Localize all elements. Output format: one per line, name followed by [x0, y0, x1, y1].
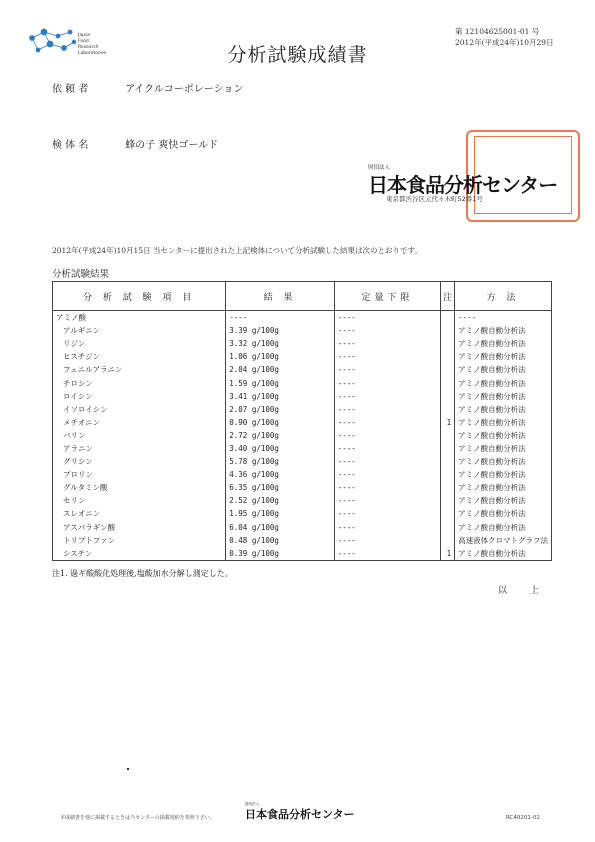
cell-note: [441, 390, 455, 403]
table-row: [53, 442, 552, 455]
sample-label: 検 体 名: [52, 140, 89, 151]
cell-method: アミノ酸自動分析法: [455, 494, 552, 507]
cell-item: フェニルアラニン: [53, 363, 226, 376]
cell-item: イソロイシン: [53, 403, 226, 416]
results-table: [52, 281, 552, 561]
statement-text: 2012年(平成24年)10月15日 当センターに提出された上記検体について分析試験した結果は次のとおりです。: [52, 246, 422, 255]
cell-limit: ----: [334, 311, 440, 325]
document-date: 2012年(平成24年)10月29日: [455, 38, 554, 47]
cell-limit: ----: [334, 350, 440, 363]
cell-limit: ----: [334, 547, 440, 561]
cell-result: 1.59 g/100g: [226, 376, 334, 389]
table-row: [53, 350, 552, 363]
cell-item: セリン: [53, 494, 226, 507]
cell-limit: ----: [334, 521, 440, 534]
table-row: [53, 363, 552, 376]
results-heading: 分析試験結果: [52, 269, 110, 280]
cell-result: 2.72 g/100g: [226, 429, 334, 442]
table-row: [53, 429, 552, 442]
cell-item: ヒスチジン: [53, 350, 226, 363]
cell-note: [441, 455, 455, 468]
header-method: 方 法: [455, 282, 552, 311]
cell-method: アミノ酸自動分析法: [455, 337, 552, 350]
table-row: [53, 468, 552, 481]
cell-item: プロリン: [53, 468, 226, 481]
cell-item: シスチン: [53, 547, 226, 561]
client-label: 依 頼 者: [52, 84, 89, 95]
cell-item: メチオニン: [53, 416, 226, 429]
cell-method: アミノ酸自動分析法: [455, 429, 552, 442]
org-prefix: 財団法人: [368, 165, 391, 171]
table-row: [53, 534, 552, 547]
cell-item: グルタミン酸: [53, 481, 226, 494]
header-note: 注: [441, 282, 455, 311]
cell-limit: ----: [334, 442, 440, 455]
cell-item: バリン: [53, 429, 226, 442]
cell-limit: ----: [334, 429, 440, 442]
cell-note: [441, 350, 455, 363]
cell-note: [441, 324, 455, 337]
cell-result: 1.06 g/100g: [226, 350, 334, 363]
cell-item: スレオニン: [53, 507, 226, 520]
table-row: [53, 507, 552, 520]
cell-method: アミノ酸自動分析法: [455, 455, 552, 468]
cell-item: アルギニン: [53, 324, 226, 337]
cell-note: [441, 403, 455, 416]
cell-method: アミノ酸自動分析法: [455, 547, 552, 561]
cell-method: アミノ酸自動分析法: [455, 376, 552, 389]
cell-limit: ----: [334, 376, 440, 389]
cell-item: アラニン: [53, 442, 226, 455]
cell-method: アミノ酸自動分析法: [455, 481, 552, 494]
cell-limit: ----: [334, 403, 440, 416]
cell-item: アスパラギン酸: [53, 521, 226, 534]
cell-note: [441, 521, 455, 534]
cell-note: [441, 507, 455, 520]
cell-item: チロシン: [53, 376, 226, 389]
footnote: 注1. 過ギ酸酸化処理後,塩酸加水分解し測定した。: [52, 569, 233, 578]
cell-limit: ----: [334, 494, 440, 507]
table-row: [53, 455, 552, 468]
cell-method: 高速液体クロマトグラフ法: [455, 534, 552, 547]
table-row: [53, 390, 552, 403]
cell-result: 2.04 g/100g: [226, 363, 334, 376]
cell-method: アミノ酸自動分析法: [455, 521, 552, 534]
table-row: [53, 416, 552, 429]
cell-note: [441, 337, 455, 350]
table-row: [53, 481, 552, 494]
cell-method: アミノ酸自動分析法: [455, 468, 552, 481]
cell-result: 0.48 g/100g: [226, 534, 334, 547]
cell-limit: ----: [334, 390, 440, 403]
stray-mark: [127, 768, 129, 770]
cell-note: [441, 468, 455, 481]
cell-note: [441, 376, 455, 389]
cell-result: 6.04 g/100g: [226, 521, 334, 534]
cell-limit: ----: [334, 324, 440, 337]
cell-method: アミノ酸自動分析法: [455, 363, 552, 376]
footer-note: 本成績書を他に掲載するときは当センターの掲載規約を参照下さい。: [60, 815, 215, 821]
cell-limit: ----: [334, 468, 440, 481]
cell-method: アミノ酸自動分析法: [455, 416, 552, 429]
document-number: 第 12104625001-01 号: [455, 27, 540, 36]
cell-result: 2.52 g/100g: [226, 494, 334, 507]
cell-note: [441, 534, 455, 547]
cell-method: アミノ酸自動分析法: [455, 403, 552, 416]
cell-result: 3.32 g/100g: [226, 337, 334, 350]
footer-code: RC40201-02: [506, 815, 540, 821]
table-row: [53, 494, 552, 507]
cell-result: ----: [226, 311, 334, 325]
cell-result: 5.78 g/100g: [226, 455, 334, 468]
cell-result: 0.90 g/100g: [226, 416, 334, 429]
cell-limit: ----: [334, 507, 440, 520]
cell-item: リジン: [53, 337, 226, 350]
cell-note: [441, 481, 455, 494]
header-limit: 定量下限: [334, 282, 440, 311]
org-address: 東京都渋谷区元代々木町52番1号: [386, 195, 483, 203]
cell-result: 6.35 g/100g: [226, 481, 334, 494]
cell-note: [441, 494, 455, 507]
footer-org-name: 日本食品分析センター: [245, 808, 355, 821]
closing-mark: 以 上: [498, 586, 549, 596]
cell-result: 3.39 g/100g: [226, 324, 334, 337]
org-name: 日本食品分析センター: [368, 173, 558, 197]
table-row: [53, 403, 552, 416]
cell-item: ロイシン: [53, 390, 226, 403]
table-row: [53, 376, 552, 389]
client-row: [52, 80, 243, 95]
cell-note: [441, 442, 455, 455]
header-item: 分 析 試 験 項 目: [53, 282, 226, 311]
cell-method: アミノ酸自動分析法: [455, 442, 552, 455]
cell-limit: ----: [334, 337, 440, 350]
table-row: [53, 521, 552, 534]
cell-result: 2.07 g/100g: [226, 403, 334, 416]
cell-limit: ----: [334, 416, 440, 429]
sample-row: [52, 136, 218, 151]
cell-result: 3.40 g/100g: [226, 442, 334, 455]
cell-note: 1: [441, 547, 455, 561]
cell-item: アミノ酸: [53, 311, 226, 325]
lab-logo-text: Japan Food Research Laboratories: [78, 33, 107, 56]
document-title: 分析試験成績書: [227, 44, 368, 66]
cell-method: アミノ酸自動分析法: [455, 390, 552, 403]
cell-result: 4.36 g/100g: [226, 468, 334, 481]
cell-limit: ----: [334, 455, 440, 468]
cell-method: アミノ酸自動分析法: [455, 350, 552, 363]
cell-note: [441, 429, 455, 442]
table-row: [53, 337, 552, 350]
header-result: 結 果: [226, 282, 334, 311]
cell-item: トリプトファン: [53, 534, 226, 547]
table-header-row: [53, 282, 552, 311]
footer-org-prefix: 財団法人: [245, 802, 259, 806]
cell-result: 0.39 g/100g: [226, 547, 334, 561]
cell-note: [441, 311, 455, 325]
sample-value: 蜂の子 爽快ゴールド: [125, 140, 219, 151]
cell-note: [441, 363, 455, 376]
cell-method: アミノ酸自動分析法: [455, 507, 552, 520]
table-row: [53, 547, 552, 561]
cell-result: 1.95 g/100g: [226, 507, 334, 520]
cell-limit: ----: [334, 534, 440, 547]
cell-item: グリシン: [53, 455, 226, 468]
cell-note: 1: [441, 416, 455, 429]
table-row: [53, 311, 552, 325]
cell-result: 3.41 g/100g: [226, 390, 334, 403]
cell-limit: ----: [334, 363, 440, 376]
document-number-block: [455, 26, 554, 48]
cell-method: ----: [455, 311, 552, 325]
table-row: [53, 324, 552, 337]
cell-method: アミノ酸自動分析法: [455, 324, 552, 337]
cell-limit: ----: [334, 481, 440, 494]
client-value: アイクルコーポレーション: [125, 84, 244, 95]
